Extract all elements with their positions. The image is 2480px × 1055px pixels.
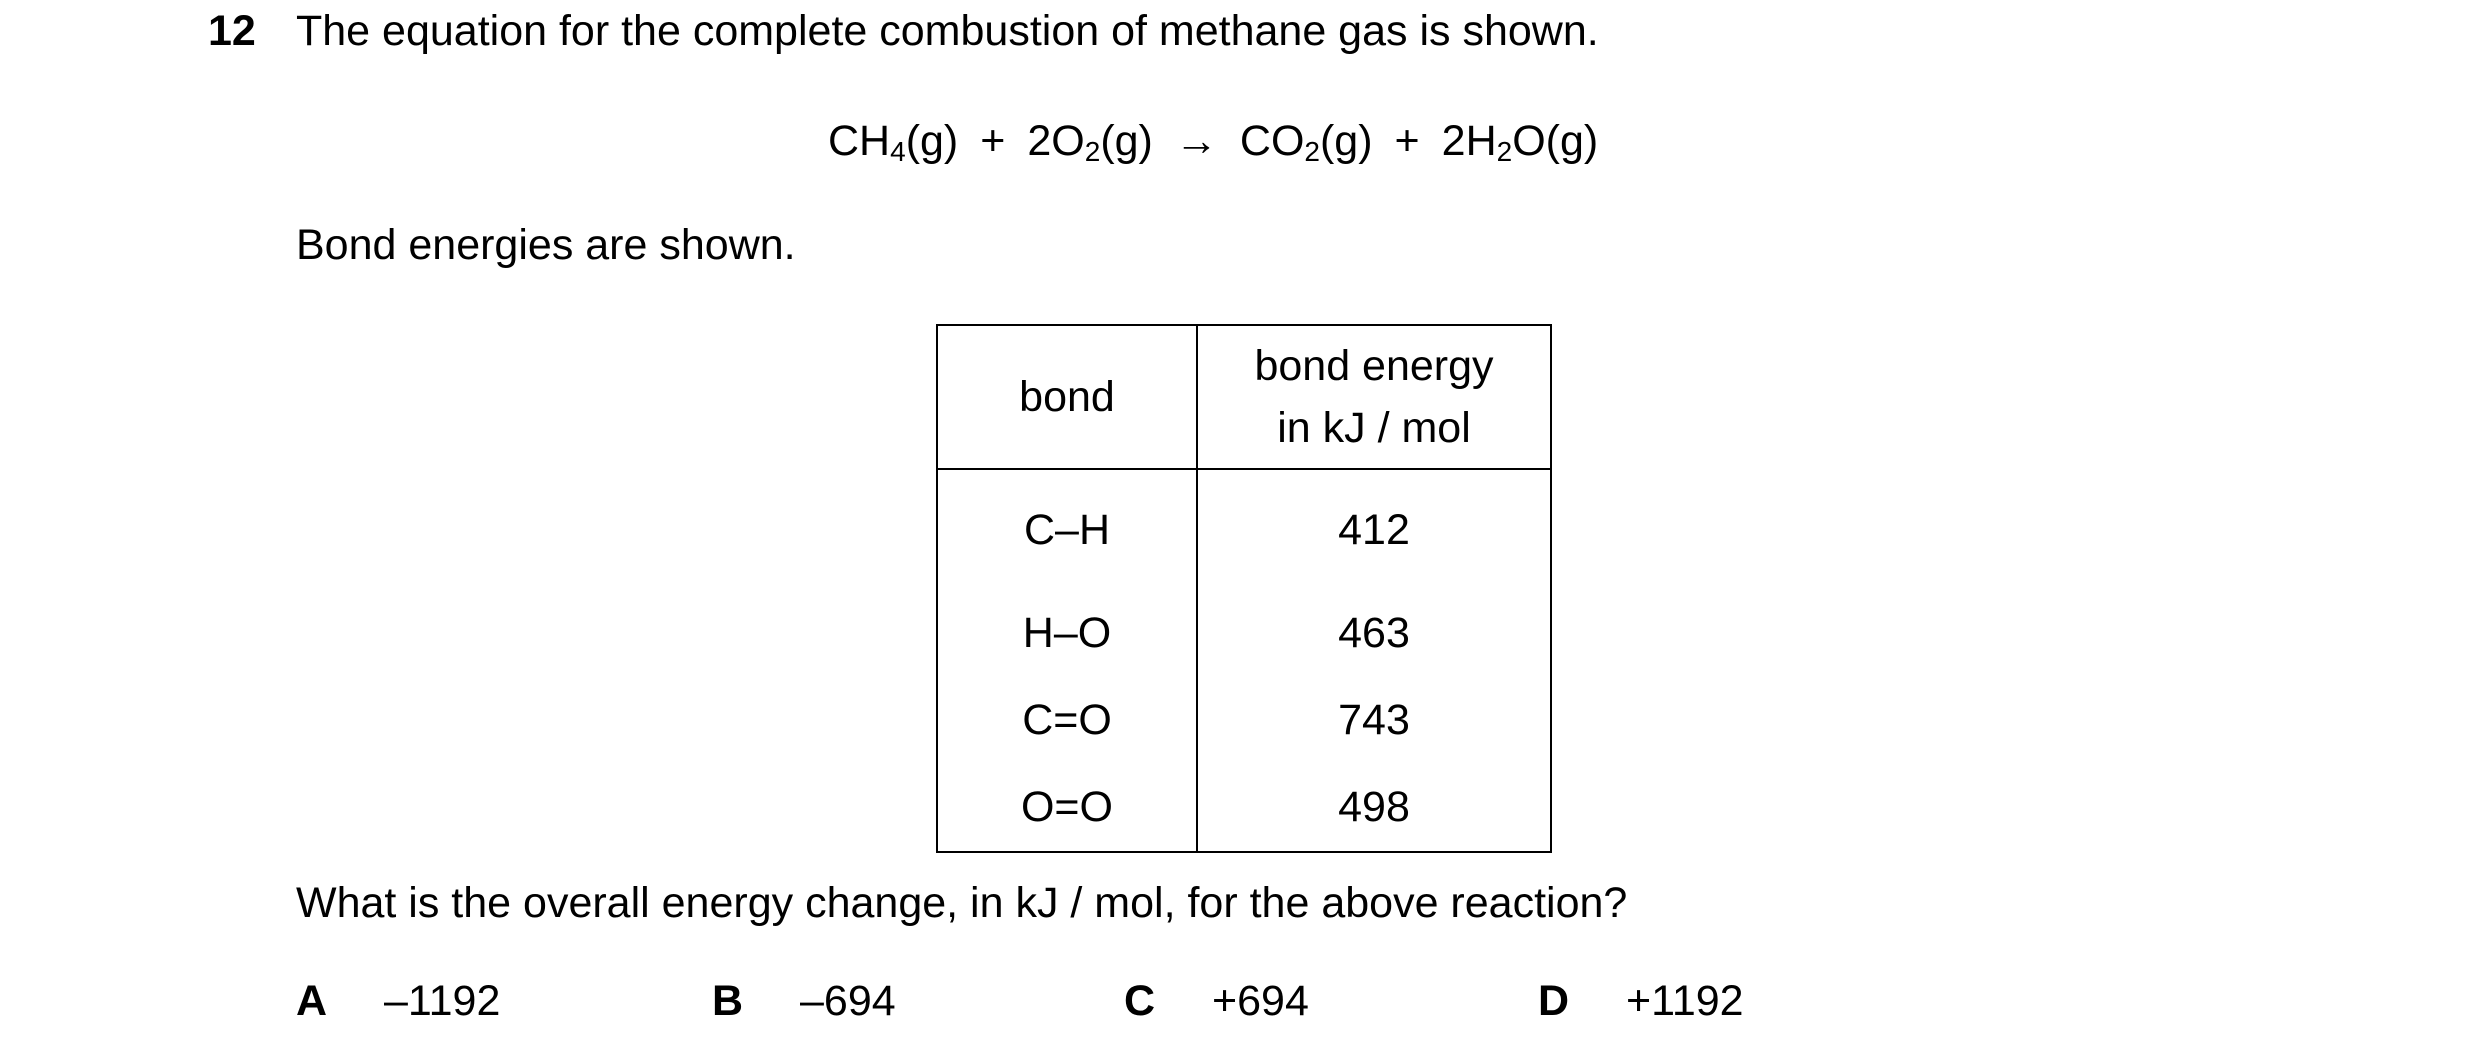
energy-cell: 412 <box>1197 469 1551 590</box>
option-c[interactable] <box>1124 970 1309 1032</box>
plus-sign: + <box>980 117 1006 165</box>
bond-cell: O=O <box>937 764 1197 852</box>
table-row <box>937 677 1551 764</box>
option-value: +694 <box>1212 977 1309 1025</box>
option-a[interactable] <box>296 970 500 1032</box>
reaction-arrow: → <box>1174 117 1218 165</box>
energy-cell: 743 <box>1197 677 1551 764</box>
header-bond-energy: bond energy in kJ / mol <box>1197 325 1551 469</box>
bond-cell: H–O <box>937 590 1197 677</box>
option-value: –1192 <box>384 977 501 1025</box>
energy-cell: 498 <box>1197 764 1551 852</box>
methane-formula: $CH_4(g)$ <box>828 117 959 167</box>
question-prompt: What is the overall energy change, in kJ / mol, for the above reaction? <box>296 879 1628 927</box>
table-row <box>937 590 1551 677</box>
oxygen-formula: $2O_2(g)$ <box>1027 117 1153 167</box>
option-b[interactable] <box>712 970 896 1032</box>
option-letter: A <box>296 977 328 1025</box>
header-bond: bond <box>937 325 1197 469</box>
chemical-equation <box>828 110 1598 172</box>
bond-energy-table <box>936 324 1552 853</box>
question-stem: The equation for the complete combustion of methane gas is shown. <box>296 7 1599 55</box>
bond-cell: C=O <box>937 677 1197 764</box>
table-row <box>937 469 1551 590</box>
table-row <box>937 764 1551 852</box>
option-d[interactable] <box>1538 970 1744 1032</box>
option-value: –694 <box>800 977 896 1025</box>
water-formula: $2H_2O(g)$ <box>1441 117 1599 167</box>
option-value: +1192 <box>1626 977 1744 1025</box>
question-number: 12 <box>208 7 256 55</box>
bond-cell: C–H <box>937 469 1197 590</box>
energy-cell: 463 <box>1197 590 1551 677</box>
option-letter: B <box>712 977 744 1025</box>
plus-sign: + <box>1394 117 1420 165</box>
bond-energy-intro: Bond energies are shown. <box>296 221 796 269</box>
option-letter: C <box>1124 977 1156 1025</box>
carbon-dioxide-formula: $CO_2(g)$ <box>1239 117 1373 167</box>
option-letter: D <box>1538 977 1570 1025</box>
